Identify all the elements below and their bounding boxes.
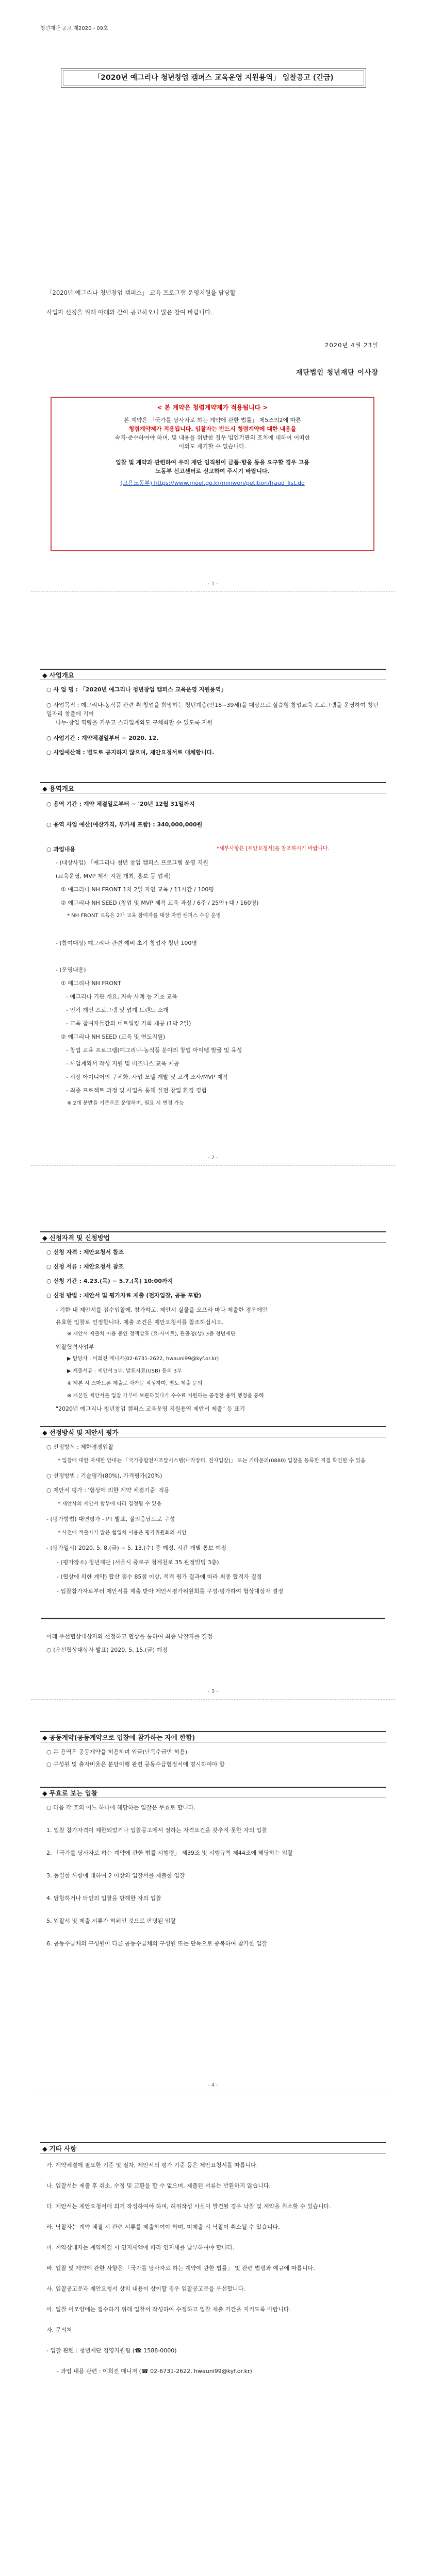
text-line: - 교육 참여자들간의 네트워킹 기회 제공 (1박 2일)	[66, 1020, 191, 1027]
text-line: 가. 계약체결에 필요한 기준 및 절차, 제안서의 평가 기준 등은 제안요청서를 따릅니다.	[46, 2162, 258, 2168]
page-number: - 4 -	[208, 2082, 218, 2088]
overview-item-period: ○ 사업기간 : 계약체결일부터 ~ 2020. 12.	[46, 735, 159, 741]
joint-contract-body	[46, 1748, 382, 1772]
application-item-qualification: ○ 신청 자격 : 제안요청서 참조	[46, 1249, 124, 1256]
intro-line-1: 「2020년 예그리나 청년창업 캠퍼스」 교육 프로그램 운영지원을 담당할	[46, 289, 236, 296]
text-line: 4. 담합하거나 타인의 입찰을 방해한 자의 입찰	[46, 1895, 161, 1902]
application-item-method: ○ 신청 방법 : 제안서 및 평가자료 제출 (전자입찰, 공동 포함)	[46, 1292, 202, 1299]
text-line: 나. 입찰서는 제출 후 취소, 수정 및 교환을 할 수 없으며, 제출된 서류는 반환하지 않습니다.	[46, 2182, 271, 2189]
service-scope-body	[46, 858, 391, 1113]
text-line: 5. 입찰서 및 제출 서류가 허위인 것으로 판명된 입찰	[46, 1918, 176, 1924]
section-heading-evaluation: ◆ 선정방식 및 제안서 평가	[40, 1426, 386, 1437]
text-line: "2020년 예그리나 청년창업 캠퍼스 교육운영 지원용역 제안서 제출" 등 표기	[56, 1405, 245, 1412]
text-line: - 사업계획서 작성 지원 및 비즈니스 교육 제공	[66, 1060, 179, 1067]
text-line: - 입찰참가자로부터 제안서를 제출 받아 제안서평가위원회를 구성·평가하여 협상대상자 결정	[57, 1588, 284, 1595]
text-line: - 예그리나 기관 개요, 지속 사례 등 기초 교육	[66, 993, 178, 1000]
text-line: - (평가일시) 2020. 5. 8.(금) ~ 5. 13.(수) 중 예정, 시간 개별 통보 예정	[46, 1545, 226, 1551]
invalid-bids-body	[46, 1803, 382, 1962]
notice-number: 청년재단 공고 제2020 - 09호	[40, 26, 108, 31]
application-item-period: ○ 신청 기간 : 4.23.(목) ~ 5.7.(목) 10:00까지	[46, 1278, 173, 1284]
integrity-notice-box	[51, 397, 374, 551]
text-line: * 제안사의 제안서 합부에 따라 결정됨 수 있음	[58, 1501, 162, 1507]
text-line: 2. 「국가를 당사자로 하는 계약에 관한 법률 시행령」 제39조 및 시행규칙 제44조에 해당하는 입찰	[46, 1850, 293, 1856]
text-line: - (대상사업) 「예그리나 청년 창업 캠퍼스 프로그램 운영 지원	[56, 859, 208, 866]
evaluation-body	[46, 1443, 382, 1601]
text-line: ※ 제본된 제안서를 입찰 가부에 보관하였다가 수수료 지원하는 공정한 용역 행정을 통해	[67, 1393, 264, 1399]
text-line: 자. 문의처	[46, 2327, 72, 2333]
application-body	[46, 1306, 391, 1417]
text-line: ○ 선정방법 : 기술평가(80%), 가격평가(20%)	[46, 1472, 162, 1479]
integrity-notice-title: < 본 계약은 청렴계약제가 적용됩니다 >	[157, 404, 268, 411]
overview-item-purpose-cont: 나누·창업 역량을 키우고 스타업계와도 구체화할 수 있도록 지원	[56, 719, 213, 726]
text-line: - 기한 내 제안서를 접수입찰에, 참가하고, 제안서 실물을 오프라 마다 제출한 경우에만	[56, 1307, 268, 1313]
text-line: ※ 제본 시 스마트폰 제출로 사가문 작성하며, 별도 제출 문의	[67, 1381, 203, 1386]
section-heading-service: ◆ 용역개요	[40, 782, 386, 793]
text-line: - 과업 내용 관련 : 이희진 매니저 (☎ 02-6731-2622, hwauni99@kyf.or.kr)	[57, 2368, 252, 2375]
text-line: - (평가방법) 대면평가 - PT 발표, 질의응답으로 구성	[46, 1516, 175, 1522]
text-line: * 사전에 적출자가 많은 협업처 이용은 평가위원회의 지인	[58, 1530, 187, 1536]
text-line: * NH FRONT 교육은 2개 교육 참여자를 대상 자연 캠퍼스 수강 운영	[67, 913, 221, 919]
integrity-report-notice: 입찰 및 계약과 관련하여 우리 재단 임직원이 금품·향응 등을 요구할 경우 고용 노동부 신고센터로 신고하여 주시기 바랍니다.	[116, 459, 309, 474]
overview-item-name: ○ 사 업 명 : 「2020년 예그리나 청년창업 캠퍼스 교육운영 지원용역」	[46, 686, 227, 693]
service-item-scope: ○ 과업내용 *세부사항은 [제안요청서]를 참조하시기 바랍니다.	[46, 846, 330, 853]
text-line: ※ 2개 분반을 기준으로 운영하며, 필요 시 변경 가능	[67, 1100, 184, 1106]
text-line: ▶ 담당자 : 이희진 매니저(02-6731-2622, hwauni99@kyf.or.kr)	[67, 1356, 219, 1362]
overview-item-budget: ○ 사업예산액 : 별도로 공지하지 않으며, 제안요청서로 대체합니다.	[46, 749, 215, 756]
text-line: - 최종 프로젝트 과정 및 사업을 통해 실전 창업 환경 경험	[66, 1087, 207, 1094]
text-line: 3. 동일한 사항에 대하여 2 이상의 입찰서를 제출한 입찰	[46, 1872, 185, 1879]
notice-date: 2020년 4월 23일	[325, 342, 379, 349]
document-title: 「2020년 예그리나 청년창업 캠퍼스 교육운영 지원용역」 입찰공고 (긴급)	[61, 68, 366, 88]
text-line: 다. 제안서는 제안요청서에 의거 작성하여야 하며, 허위작성 사실이 발견될 경우 낙찰 및 계약을 취소할 수 있습니다.	[46, 2203, 331, 2210]
section-heading-overview: ◆ 사업개요	[40, 669, 386, 680]
service-item-budget: ○ 용역 사업 예산(예산가격, 부가세 포함) : 340,000,000원	[46, 821, 203, 828]
text-line: ▶ 제출서류 : 제안서 5부, 발표자료(USB) 등의 3부	[67, 1368, 182, 1374]
text-line: - (운영내용)	[56, 967, 86, 973]
issuer: 재단법인 청년재단 이사장	[296, 369, 379, 377]
overview-item-purpose: ○ 사업목적 : 예그리나-농식품 관련 취·창업을 희망하는 청년계층(만18~39세)을 대상으로 실습형 창업교육 프로그램을 운영하여 청년 일자리 창출에 기여	[46, 702, 379, 718]
application-item-documents: ○ 신청 서류 : 제안요청서 참조	[46, 1263, 124, 1270]
text-line: - (협상에 의한 계약) 합산 점수 85점 이상, 적격 평가 결과에 따라 최종 합격자 결정	[57, 1573, 262, 1580]
text-line: 아. 입찰 이모양에는 접수하기 위해 입찰서 작성하여 수정하고 입찰 제출 기간을 지키도록 바랍니다.	[46, 2306, 291, 2313]
text-line: 마. 계약상대자는 계약체결 시 인지세액에 따라 인지세를 납부하여야 합니다.	[46, 2244, 235, 2251]
intro-line-2: 사업자 선정을 위해 아래와 같이 공고하오니 많은 참여 바랍니다.	[46, 309, 212, 316]
text-line: 아래 우선협상대상자와 선정하고 협상을 통하여 최종 낙찰자를 결정	[46, 1633, 213, 1640]
text-line: ○ 제안서 평가 : '협상에 의한 계약 체결기준' 적용	[46, 1487, 170, 1494]
section-heading-invalid-bids: ◆ 무효로 보는 입찰	[40, 1787, 386, 1798]
text-line: ○ 구성원 및 출자비율은 분담이행 관련 공동수급협정서에 명시하여야 함	[46, 1761, 225, 1768]
text-line: 사. 입찰공고문과 제안요청서 상의 내용이 상이할 경우 입찰공고문을 우선합니다.	[46, 2285, 245, 2292]
text-line: - 시장 아이디어의 구체화, 사업 모델 개발 및 고객 조사/MVP 제작	[66, 1074, 228, 1080]
text-line: (교육운영, MVP 제작 지원 개최, 홍보 등 업체)	[56, 873, 171, 879]
text-line: 유효한 입찰로 인정합니다. 제출 조건은 제안요청서를 참조하십시오.	[56, 1319, 224, 1326]
text-line: ※ 제안서 제출처 이용 중인 정액발표 (요-사이트), 관공청(상) 3층 청년재단	[67, 1331, 236, 1337]
preferred-bidder-body	[46, 1632, 382, 1659]
text-line: ① 예그리나 NH FRONT	[61, 980, 121, 987]
text-line: 6. 공동수급체의 구성원이 다른 공동수급체의 구성원 또는 단독으로 중복하여 참가한 입찰	[46, 1940, 267, 1947]
text-line: - 창업 교육 프로그램(예그리나-농식품 분야의 창업 아이템 발굴 및 육성	[66, 1047, 242, 1054]
text-line: ② 예그리나 NH SEED (창업 및 MVP 제작 교육 과정 / 6주 / 25인+대 / 160명)	[61, 900, 259, 906]
text-line: - (참여대상) 예그리나 관련 예비·초기 창업자 청년 100명	[56, 940, 198, 946]
text-line: ○ 선정방식 : 제한경쟁입찰	[46, 1444, 114, 1450]
integrity-notice-body: 본 계약은 「국가를 당사자로 하는 계약에 관한 법률」 제5조의2에 따른 청렴계약제가 적용됩니다. 입찰자는 반드시 청렴계약에 대한 내용을 숙지·준수하여야 하며, 및 내용을 위반한 경우 법인기관의 조치에 대하여 어떠한 이의도 제기할 수 없습니다.	[114, 416, 310, 450]
text-line: 바. 입찰 및 계약에 관한 사항은 「국가를 당사자로 하는 계약에 관한 법률」 및 관련 법령과 예규에 따릅니다.	[46, 2265, 315, 2272]
page-number: - 1 -	[208, 581, 218, 587]
text-line	[56, 925, 391, 939]
page-number: - 2 -	[208, 1155, 218, 1161]
section-rule	[41, 1618, 385, 1619]
report-link[interactable]: (고용노동부) https://www.moel.go.kr/minwon/petition/fraud_list.do	[120, 479, 305, 486]
text-line: ② 예그리나 NH SEED (교육 및 연도지원)	[61, 1033, 166, 1040]
text-line: * 입찰에 대한 자세한 안내는 「국가종합전자조달시스템(나라장터, 전자입찰)」 또는 기타문의(0880) 입찰을 등록한 직접 확인할 수 있음	[58, 1458, 366, 1464]
page-divider	[31, 1699, 395, 1700]
page-number: - 3 -	[208, 1689, 218, 1694]
service-item-period: ○ 용역 기간 : 계약 체결일로부터 ~ '20년 12월 31일까지	[46, 801, 195, 807]
text-line: ① 예그리나 NH FRONT 1차 2일 자연 교육 / 11시간 / 100명	[61, 886, 214, 893]
text-line: ○ 본 용역은 공동계약을 허용하며 입금(단독수급만 허용).	[46, 1749, 189, 1755]
text-line: - 입찰 관련 : 청년재단 경영지원팀 (☎ 1588-0000)	[46, 2347, 177, 2354]
section-heading-other: ◆ 기타 사항	[40, 2142, 386, 2154]
text-line: ○ (우선협상대상자 발표) 2020. 5. 15.(금) 예정	[46, 1647, 168, 1653]
text-line: 1. 입찰 참가자격이 제한되었거나 입찰공고에서 정하는 자격요건을 갖추지 못한 자의 입찰	[46, 1827, 267, 1834]
text-line: 입찰협력사업부	[56, 1344, 94, 1350]
section-heading-joint-contract: ◆ 공동계약(공동계약으로 입찰에 참가하는 자에 한함)	[40, 1731, 386, 1742]
text-line: - 인기 개인 프로그램 및 업계 트렌드 소개	[66, 1007, 169, 1013]
section-heading-application: ◆ 신청자격 및 신청방법	[40, 1231, 386, 1243]
text-line: 라. 낙찰자는 계약 체결 시 관련 서류를 제출하여야 하며, 미제출 시 낙찰이 취소될 수 있습니다.	[46, 2224, 280, 2230]
other-body	[46, 2161, 382, 2387]
page-divider	[31, 1165, 395, 1166]
text-line: ○ 다음 각 호의 어느 하나에 해당하는 입찰은 무효로 합니다.	[46, 1804, 195, 1811]
text-line	[56, 952, 391, 965]
page-divider	[31, 591, 395, 592]
text-line: - (평가장소) 청년재단 (서울시 중로구 청계천로 35 관정빌딩 3층)	[57, 1559, 219, 1566]
